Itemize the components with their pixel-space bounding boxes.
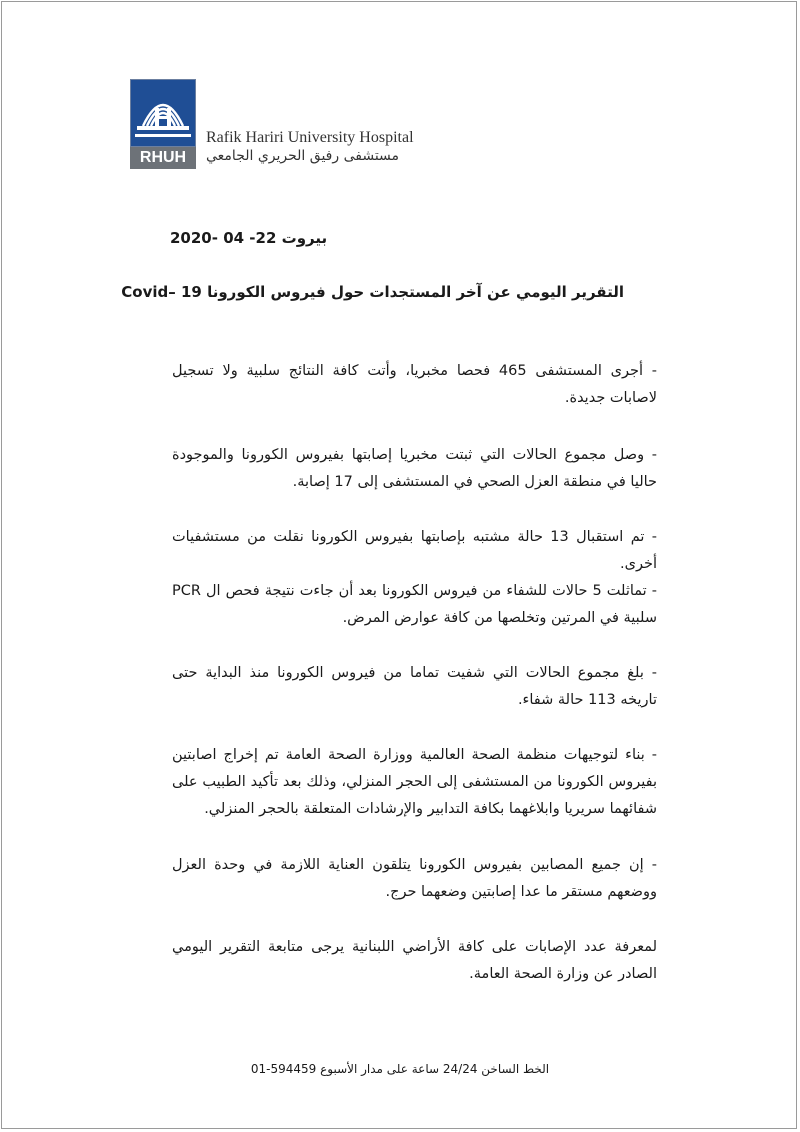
paragraph-tests: - أجرى المستشفى 465 فحصا مخبريا، وأتت كافة النتائج سلبية ولا تسجيل لاصابات جديدة. <box>172 363 657 406</box>
paragraph-ministry-report: لمعرفة عدد الإصابات على كافة الأراضي اللبنانية يرجى متابعة التقرير اليومي الصادر عن وزارة الصحة العامة. <box>172 939 657 982</box>
paragraph-total-recoveries: - بلغ مجموع الحالات التي شفيت تماما من فيروس الكورونا منذ البداية حتى تاريخه 113 حالة شفاء. <box>172 665 657 708</box>
paragraph-patient-status: - إن جميع المصابين بفيروس الكورونا يتلقون العناية اللازمة في وحدة العزل ووضعهم مستقر ما عدا إصابتين وضعهما حرج. <box>172 857 657 900</box>
logo-emblem-icon <box>130 79 196 147</box>
paragraph-home-isolation: - بناء لتوجيهات منظمة الصحة العالمية ووزارة الصحة العامة تم إخراج اصابتين بفيروس الكورونا من المستشفى إلى الحجر المنزلي، وذلك بعد تأكيد الطبيب على شفائهما سريريا وابلاغهما بكافة التدابير والإرشادات المتعلقة بالحجر المنزلي. <box>172 747 657 817</box>
hotline-footer: الخط الساخن 24/24 ساعة على مدار الأسبوع 594459-01 <box>250 1062 550 1076</box>
paragraph-recoveries-today: - تماثلت 5 حالات للشفاء من فيروس الكورونا بعد أن جاءت نتيجة فحص ال PCR سلبية في المرتين وتخلصها من كافة عوارض المرض. <box>172 583 657 626</box>
hospital-name-arabic: مستشفى رفيق الحريري الجامعي <box>206 148 400 164</box>
logo-text: RHUH <box>130 147 196 169</box>
paragraph-confirmed-cases: - وصل مجموع الحالات التي ثبتت مخبريا إصابتها بفيروس الكورونا والموجودة حاليا في منطقة العزل الصحي في المستشفى إلى 17 إصابة. <box>172 447 657 490</box>
paragraph-suspected-cases: - تم استقبال 13 حالة مشتبه بإصابتها بفيروس الكورونا نقلت من مستشفيات أخرى. <box>172 529 657 572</box>
hospital-logo <box>130 79 196 169</box>
hospital-name-english: Rafik Hariri University Hospital <box>206 129 414 146</box>
report-title: التقرير اليومي عن آخر المستجدات حول فيروس الكورونا Covid– 19 <box>121 283 624 301</box>
report-date: بيروت 22- 04 -2020 <box>170 229 328 247</box>
